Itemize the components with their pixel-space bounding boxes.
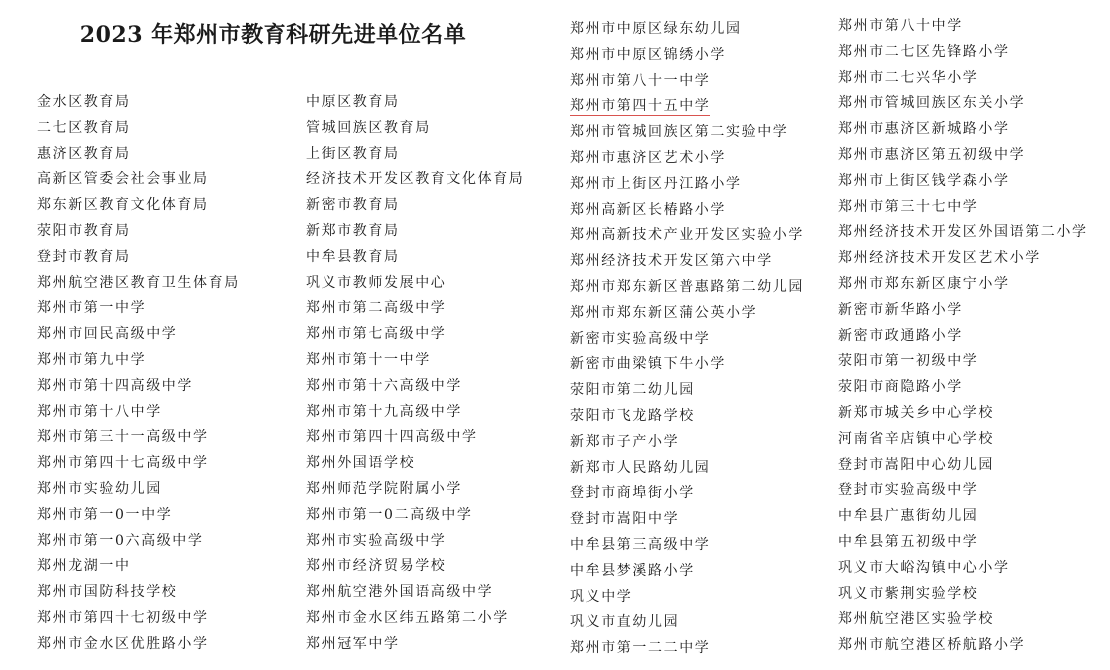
list-item — [570, 507, 804, 533]
list-item — [306, 606, 524, 632]
unit-name: 登封市嵩阳中学 — [570, 511, 680, 528]
list-item — [570, 172, 804, 198]
unit-name: 郑州市第一中学 — [37, 300, 147, 317]
unit-list-column-3 — [570, 17, 804, 662]
unit-name: 郑州经济技术开发区外国语第二小学 — [838, 224, 1088, 241]
list-item — [570, 146, 804, 172]
list-item — [838, 324, 1088, 350]
unit-name: 郑州市惠济区新城路小学 — [838, 121, 1010, 138]
unit-name: 经济技术开发区教育文化体育局 — [306, 171, 525, 188]
list-item — [570, 559, 804, 585]
unit-name: 郑州市第三十七中学 — [838, 198, 979, 215]
unit-name: 郑州市第四十五中学 — [570, 98, 711, 115]
list-item — [570, 404, 804, 430]
list-item — [37, 606, 240, 632]
unit-name: 郑州市二七区先锋路小学 — [838, 43, 1010, 60]
list-item — [306, 451, 524, 477]
unit-name: 郑州市第一0六高级中学 — [37, 532, 204, 549]
unit-name: 中牟县第三高级中学 — [570, 536, 711, 553]
unit-name: 郑州市实验高级中学 — [306, 532, 447, 549]
list-item — [37, 374, 240, 400]
list-item — [306, 632, 524, 658]
unit-name: 郑州高新技术产业开发区实验小学 — [570, 227, 804, 244]
list-item — [37, 632, 240, 658]
unit-name: 新密市曲梁镇下牛小学 — [570, 356, 726, 373]
list-item — [570, 198, 804, 224]
list-item — [306, 167, 524, 193]
list-item — [306, 296, 524, 322]
unit-name: 郑州经济技术开发区艺术小学 — [838, 250, 1041, 267]
unit-name: 郑州市实验幼儿园 — [37, 480, 162, 497]
unit-name: 中牟县教育局 — [306, 248, 400, 265]
unit-name: 郑州市第十六高级中学 — [306, 377, 462, 394]
list-item — [570, 610, 804, 636]
list-item — [838, 453, 1088, 479]
unit-name: 巩义中学 — [570, 588, 633, 605]
unit-name: 郑州市第九中学 — [37, 351, 147, 368]
unit-name: 新密市新华路小学 — [838, 301, 963, 318]
list-item — [570, 456, 804, 482]
list-item — [570, 378, 804, 404]
unit-name: 郑州市第七高级中学 — [306, 326, 447, 343]
unit-name: 荥阳市商隐路小学 — [838, 379, 963, 396]
unit-name: 荥阳市第二幼儿园 — [570, 382, 695, 399]
unit-name: 郑州市二七兴华小学 — [838, 69, 979, 86]
list-item — [37, 580, 240, 606]
unit-name: 荥阳市第一初级中学 — [838, 353, 979, 370]
unit-name: 郑州市管城回族区东关小学 — [838, 95, 1026, 112]
unit-name: 郑州市第八十中学 — [838, 18, 963, 34]
unit-name: 登封市嵩阳中心幼儿园 — [838, 456, 994, 473]
unit-name: 郑州市上街区丹江路小学 — [570, 175, 742, 192]
unit-name: 中牟县广惠街幼儿园 — [838, 508, 979, 525]
unit-name: 郑州市金水区优胜路小学 — [37, 635, 209, 652]
unit-name: 巩义市大峪沟镇中心小学 — [838, 559, 1010, 576]
unit-name: 新密市教育局 — [306, 197, 400, 214]
unit-list-column-2 — [306, 90, 524, 658]
list-item — [838, 582, 1088, 608]
list-item — [838, 220, 1088, 246]
unit-name: 郑州市第十八中学 — [37, 403, 162, 420]
unit-name: 郑州市第二高级中学 — [306, 300, 447, 317]
unit-list-column-4 — [838, 14, 1088, 659]
unit-name: 郑州市第一0二高级中学 — [306, 506, 473, 523]
list-item — [838, 169, 1088, 195]
list-item — [37, 425, 240, 451]
unit-name: 郑州市第十一中学 — [306, 351, 431, 368]
list-item — [570, 636, 804, 662]
list-item — [570, 585, 804, 611]
list-item — [838, 143, 1088, 169]
unit-name: 郑州外国语学校 — [306, 455, 416, 472]
unit-name: 郑州龙湖一中 — [37, 558, 131, 575]
list-item — [838, 375, 1088, 401]
list-item — [306, 116, 524, 142]
list-item — [306, 193, 524, 219]
unit-name: 登封市实验高级中学 — [838, 482, 979, 499]
list-item — [306, 503, 524, 529]
list-item — [838, 401, 1088, 427]
list-item — [37, 271, 240, 297]
list-item — [838, 556, 1088, 582]
unit-name: 郑州市第四十七高级中学 — [37, 455, 209, 472]
unit-name: 登封市教育局 — [37, 248, 131, 265]
unit-name: 河南省辛店镇中心学校 — [838, 430, 994, 447]
unit-name: 中原区教育局 — [306, 94, 400, 110]
unit-name: 上街区教育局 — [306, 145, 400, 162]
list-item — [838, 117, 1088, 143]
list-item — [306, 477, 524, 503]
unit-name: 郑州市第一二二中学 — [570, 640, 711, 657]
list-item — [306, 554, 524, 580]
unit-name: 管城回族区教育局 — [306, 119, 431, 136]
list-item — [570, 223, 804, 249]
unit-name: 新郑市教育局 — [306, 222, 400, 239]
list-item — [37, 193, 240, 219]
list-item — [37, 503, 240, 529]
list-item — [570, 481, 804, 507]
unit-name: 郑州市惠济区第五初级中学 — [838, 146, 1026, 163]
unit-name: 中牟县第五初级中学 — [838, 533, 979, 550]
unit-name: 郑州市郑东新区普惠路第二幼儿园 — [570, 278, 804, 295]
list-item — [37, 348, 240, 374]
list-item — [37, 554, 240, 580]
unit-list-column-1 — [37, 90, 240, 658]
list-item — [838, 246, 1088, 272]
unit-name: 郑州师范学院附属小学 — [306, 480, 462, 497]
list-item — [838, 530, 1088, 556]
unit-name: 新郑市人民路幼儿园 — [570, 459, 711, 476]
list-item — [306, 322, 524, 348]
unit-name: 郑州市第四十四高级中学 — [306, 429, 478, 446]
list-item — [570, 43, 804, 69]
unit-name: 金水区教育局 — [37, 94, 131, 110]
list-item — [306, 271, 524, 297]
list-item — [838, 272, 1088, 298]
list-item — [37, 296, 240, 322]
unit-name: 郑州市航空港区桥航路小学 — [838, 637, 1026, 654]
unit-name: 郑州市第四十七初级中学 — [37, 609, 209, 626]
list-item — [838, 14, 1088, 40]
unit-name: 郑州市上街区钱学森小学 — [838, 172, 1010, 189]
list-item — [37, 322, 240, 348]
list-item — [838, 633, 1088, 659]
list-item — [570, 249, 804, 275]
unit-name: 登封市商埠街小学 — [570, 485, 695, 502]
unit-name: 新郑市城关乡中心学校 — [838, 404, 994, 421]
unit-name: 高新区管委会社会事业局 — [37, 171, 209, 188]
unit-name: 郑州航空港区实验学校 — [838, 611, 994, 628]
list-item — [570, 275, 804, 301]
list-item — [838, 66, 1088, 92]
list-item — [570, 533, 804, 559]
list-item — [37, 529, 240, 555]
list-item — [306, 90, 524, 116]
unit-name: 郑州经济技术开发区第六中学 — [570, 253, 773, 270]
unit-name: 郑州市国防科技学校 — [37, 584, 178, 601]
list-item — [570, 327, 804, 353]
unit-name: 巩义市紫荆实验学校 — [838, 585, 979, 602]
list-item — [838, 40, 1088, 66]
list-item — [37, 451, 240, 477]
unit-name: 郑州市管城回族区第二实验中学 — [570, 124, 789, 141]
unit-name: 郑州市中原区绿东幼儿园 — [570, 21, 742, 37]
unit-name: 郑州市第一0一中学 — [37, 506, 173, 523]
unit-name: 新郑市子产小学 — [570, 433, 680, 450]
unit-name: 郑州市郑东新区康宁小学 — [838, 275, 1010, 292]
unit-name: 郑州市第十四高级中学 — [37, 377, 193, 394]
list-item — [306, 400, 524, 426]
list-item — [37, 167, 240, 193]
unit-name: 荥阳市飞龙路学校 — [570, 407, 695, 424]
unit-name: 惠济区教育局 — [37, 145, 131, 162]
list-item — [306, 348, 524, 374]
list-item — [37, 90, 240, 116]
list-item — [37, 245, 240, 271]
list-item — [570, 94, 804, 120]
unit-name: 郑州航空港区教育卫生体育局 — [37, 274, 240, 291]
unit-name: 巩义市教师发展中心 — [306, 274, 447, 291]
list-item — [306, 219, 524, 245]
unit-name: 新密市实验高级中学 — [570, 330, 711, 347]
list-item — [838, 504, 1088, 530]
unit-name: 郑州市第三十一高级中学 — [37, 429, 209, 446]
unit-name: 中牟县梦溪路小学 — [570, 562, 695, 579]
list-item — [306, 580, 524, 606]
list-item — [37, 116, 240, 142]
list-item — [306, 245, 524, 271]
unit-name: 郑州市第八十一中学 — [570, 72, 711, 89]
unit-name: 巩义市直幼儿园 — [570, 614, 680, 631]
list-item — [838, 91, 1088, 117]
list-item — [838, 195, 1088, 221]
unit-name: 郑州市金水区纬五路第二小学 — [306, 609, 509, 626]
list-item — [838, 427, 1088, 453]
list-item — [570, 120, 804, 146]
list-item — [37, 477, 240, 503]
list-item — [37, 219, 240, 245]
list-item — [306, 529, 524, 555]
list-item — [37, 142, 240, 168]
list-item — [306, 142, 524, 168]
unit-name: 郑州冠军中学 — [306, 635, 400, 652]
unit-name: 郑州市回民高级中学 — [37, 326, 178, 343]
unit-name: 新密市政通路小学 — [838, 327, 963, 344]
unit-name: 郑州航空港外国语高级中学 — [306, 584, 494, 601]
list-item — [570, 352, 804, 378]
unit-name: 郑东新区教育文化体育局 — [37, 197, 209, 214]
unit-name: 郑州市惠济区艺术小学 — [570, 149, 726, 166]
unit-name: 郑州高新区长椿路小学 — [570, 201, 726, 218]
list-item — [570, 430, 804, 456]
list-item — [570, 69, 804, 95]
unit-name: 郑州市经济贸易学校 — [306, 558, 447, 575]
document-title: 2023 年郑州市教育科研先进单位名单 — [79, 22, 467, 48]
unit-name: 荥阳市教育局 — [37, 222, 131, 239]
list-item — [838, 298, 1088, 324]
list-item — [570, 301, 804, 327]
unit-name: 郑州市中原区锦绣小学 — [570, 46, 726, 63]
list-item — [838, 478, 1088, 504]
list-item — [306, 374, 524, 400]
list-item — [570, 17, 804, 43]
list-item — [306, 425, 524, 451]
list-item — [838, 607, 1088, 633]
list-item — [37, 400, 240, 426]
unit-name: 郑州市郑东新区蒲公英小学 — [570, 304, 758, 321]
unit-name: 二七区教育局 — [37, 119, 131, 136]
list-item — [838, 349, 1088, 375]
unit-name: 郑州市第十九高级中学 — [306, 403, 462, 420]
